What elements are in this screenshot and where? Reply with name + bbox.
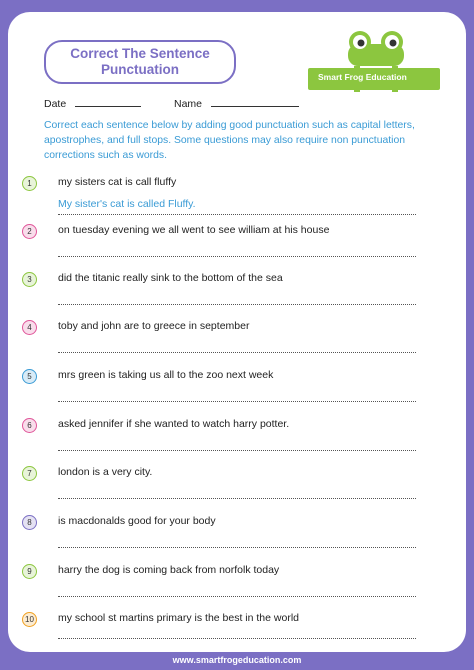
footer-url[interactable]: www.smartfrogeducation.com (172, 655, 302, 665)
title-box (44, 40, 236, 84)
name-line[interactable] (211, 105, 299, 107)
title-line-2: Punctuation (101, 62, 179, 77)
logo-text: Smart Frog Education (318, 72, 407, 82)
question-number: 3 (22, 272, 37, 287)
question-1 (22, 176, 422, 220)
question-number: 10 (22, 612, 37, 627)
question-number: 5 (22, 369, 37, 384)
instructions: Correct each sentence below by adding good punctuation such as capital letters, apostrophes, and full stops. Some questions may also require non punctuation corrections such as words. (44, 120, 415, 161)
question-5 (22, 369, 422, 413)
question-2 (22, 224, 422, 268)
title-line-1: Correct The Sentence (70, 46, 210, 61)
question-number: 4 (22, 320, 37, 335)
answer-line[interactable] (58, 547, 416, 548)
answer-line[interactable] (58, 214, 416, 215)
answer-line[interactable] (58, 596, 416, 597)
date-line[interactable] (75, 105, 141, 107)
worksheet-page (8, 12, 466, 652)
answer-line[interactable] (58, 352, 416, 353)
question-number: 8 (22, 515, 37, 530)
question-7 (22, 466, 422, 510)
question-text: mrs green is taking us all to the zoo next week (58, 369, 274, 381)
answer-text: My sister's cat is called Fluffy. (58, 198, 196, 210)
question-number: 7 (22, 466, 37, 481)
answer-line[interactable] (58, 256, 416, 257)
name-label: Name (174, 98, 203, 110)
question-number: 6 (22, 418, 37, 433)
answer-line[interactable] (58, 498, 416, 499)
date-field[interactable] (44, 98, 141, 110)
question-text: toby and john are to greece in september (58, 320, 250, 332)
question-text: london is a very city. (58, 466, 153, 478)
answer-line[interactable] (58, 304, 416, 305)
question-8 (22, 515, 422, 559)
question-text: my school st martins primary is the best in the world (58, 612, 299, 624)
question-text: on tuesday evening we all went to see william at his house (58, 224, 330, 236)
smart-frog-logo (308, 26, 448, 96)
answer-line[interactable] (58, 450, 416, 451)
question-text: is macdonalds good for your body (58, 515, 216, 527)
question-3 (22, 272, 422, 316)
question-4 (22, 320, 422, 364)
question-text: did the titanic really sink to the bottom of the sea (58, 272, 283, 284)
question-text: my sisters cat is call fluffy (58, 176, 177, 188)
answer-line[interactable] (58, 638, 416, 639)
date-label: Date (44, 98, 67, 110)
question-number: 1 (22, 176, 37, 191)
question-text: harry the dog is coming back from norfolk today (58, 564, 280, 576)
question-number: 2 (22, 224, 37, 239)
question-text: asked jennifer if she wanted to watch harry potter. (58, 418, 290, 430)
answer-line[interactable] (58, 401, 416, 402)
question-6 (22, 418, 422, 462)
question-number: 9 (22, 564, 37, 579)
name-field[interactable] (174, 98, 299, 110)
question-9 (22, 564, 422, 608)
